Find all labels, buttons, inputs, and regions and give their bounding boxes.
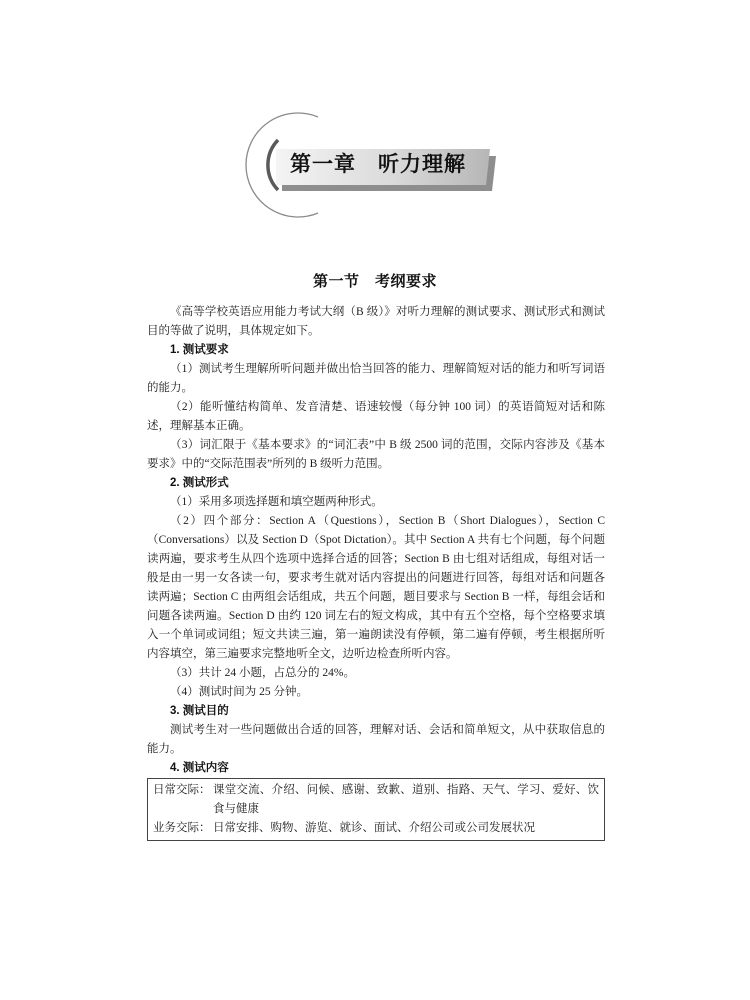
list-item: 测试考生对一些问题做出合适的回答，理解对话、会话和简单短文，从中获取信息的能力。 <box>147 724 605 755</box>
list-item: （2）能听懂结构简单、发音清楚、语速较慢（每分钟 100 词）的英语简短对话和陈述，理解基本正确。 <box>147 401 605 432</box>
list-item: （3）词汇限于《基本要求》的“词汇表”中 B 级 2500 词的范围，交际内容涉及《基本要求》中的“交际范围表”所列的 B 级听力范围。 <box>147 439 605 470</box>
list-item: （3）共计 24 小题，占总分的 24%。 <box>170 667 355 679</box>
part-heading: 3. 测试目的 <box>170 705 229 717</box>
part-heading: 4. 测试内容 <box>170 762 229 774</box>
content-text: 日常安排、购物、游览、就诊、面试、介绍公司或公司发展状况 <box>213 822 535 834</box>
content-row <box>153 819 599 838</box>
chapter-banner-art <box>0 0 750 240</box>
content-text: 课堂交流、介绍、问候、感谢、致歉、道别、指路、天气、学习、爱好、饮食与健康 <box>213 784 599 815</box>
content-label: 日常交际： <box>153 784 211 796</box>
content-label: 业务交际： <box>153 822 211 834</box>
part-test-purpose <box>147 702 605 759</box>
list-item: （1）测试考生理解所听问题并做出恰当回答的能力、理解简短对话的能力和听写词语的能力。 <box>147 363 605 394</box>
content-box <box>147 778 605 841</box>
part-test-format <box>147 474 605 702</box>
section-title: 第一节 考纲要求 <box>312 273 437 290</box>
list-item: （1）采用多项选择题和填空题两种形式。 <box>170 496 383 508</box>
content-row <box>153 781 599 819</box>
list-item: （4）测试时间为 25 分钟。 <box>170 686 308 698</box>
part-heading: 1. 测试要求 <box>170 344 229 356</box>
intro-paragraph: 《高等学校英语应用能力考试大纲（B 级）》对听力理解的测试要求、测试形式和测试目的等做了说明，具体规定如下。 <box>147 306 605 337</box>
chapter-title: 第一章 听力理解 <box>290 153 466 176</box>
part-test-requirements <box>147 341 605 474</box>
part-heading: 2. 测试形式 <box>170 477 229 489</box>
part-test-content <box>147 759 605 841</box>
list-item: （2）四个部分：Section A（Questions），Section B（Short Dialogues），Section C（Conversations）以及 Section D（Spot Dictation）。其中 Section A 共有七个问题，每个问题读两遍，要求考生从四个选项中选择合适的回答；Section B 由七组对话组成，每组对话一般是由一男一女各读一句，要求考生就对话内容提出的问题进行回答，每组对话和问题各读两遍；Section C 由两组会话组成，共五个问题，题目要求与 Section B 一样，每组会话和问题各读两遍。Section D 由约 120 词左右的短文构成，其中有五个空格，每个空格要求填入一个单词或词组；短文共读三遍，第一遍朗读没有停顿，第二遍有停顿，考生根据所听内容填空，第三遍要求完整地听全文，边听边检查所听内容。 <box>147 515 605 660</box>
article-body <box>147 303 605 841</box>
